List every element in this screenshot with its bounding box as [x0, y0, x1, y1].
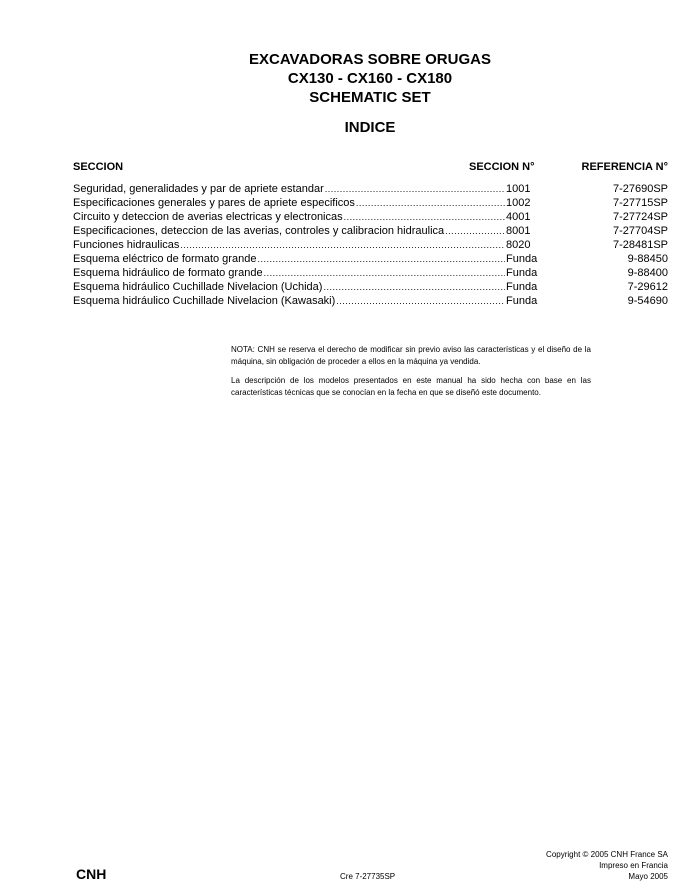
title-line-1: EXCAVADORAS SOBRE ORUGAS — [249, 51, 491, 68]
index-row — [73, 252, 668, 266]
row-label: Esquema hidráulico Cuchillade Nivelacion (Uchida) — [73, 281, 323, 293]
dot-leader — [356, 196, 505, 210]
row-label: Circuito y deteccion de averias electricas y electronicas — [73, 211, 343, 223]
note-paragraph: NOTA: CNH se reserva el derecho de modificar sin previo aviso las características y el diseño de la máquina, sin obligación de proceder a ellos en la máquina ya vendida. — [231, 345, 591, 366]
index-row — [73, 224, 668, 238]
row-label: Esquema eléctrico de formato grande — [73, 253, 257, 265]
dot-leader — [325, 182, 505, 196]
index-row — [73, 182, 668, 196]
row-reference: 7-27690SP — [612, 183, 668, 195]
header-section-number: SECCION N° — [469, 161, 535, 173]
header-section: SECCION — [73, 161, 124, 173]
row-section-number: 8020 — [506, 239, 531, 251]
row-reference: 7-27724SP — [612, 211, 668, 223]
index-row — [73, 210, 668, 224]
row-label: Especificaciones, deteccion de las averias, controles y calibracion hidraulica — [73, 225, 445, 237]
note-paragraph: La descripción de los modelos presentados en este manual ha sido hecha con base en las características técnicas que se conocían en la fecha en que se diseñó este documento. — [231, 376, 591, 397]
dot-leader — [336, 294, 505, 308]
row-reference: 9-88400 — [627, 267, 668, 279]
copyright-text: Copyright © 2005 CNH France SA — [546, 850, 668, 859]
dot-leader — [257, 252, 505, 266]
dot-leader — [323, 280, 505, 294]
printed-in-text: Impreso en Francia — [599, 861, 668, 870]
footer-brand: CNH — [76, 866, 107, 882]
index-row — [73, 280, 668, 294]
row-reference: 7-27715SP — [612, 197, 668, 209]
index-row — [73, 266, 668, 280]
row-section-number: 4001 — [506, 211, 531, 223]
row-reference: 7-29612 — [627, 281, 668, 293]
dot-leader — [344, 210, 505, 224]
index-table — [73, 182, 668, 308]
row-section-number: Funda — [506, 295, 538, 307]
row-label: Esquema hidráulico de formato grande — [73, 267, 263, 279]
title-line-2: CX130 - CX160 - CX180 — [287, 70, 453, 87]
row-reference: 7-28481SP — [612, 239, 668, 251]
row-section-number: Funda — [506, 267, 538, 279]
row-section-number: 8001 — [506, 225, 531, 237]
row-reference: 9-88450 — [627, 253, 668, 265]
index-row — [73, 294, 668, 308]
row-label: Seguridad, generalidades y par de apriete estandar — [73, 183, 324, 195]
index-title: INDICE — [344, 119, 396, 136]
date-text: Mayo 2005 — [628, 872, 668, 881]
row-section-number: Funda — [506, 253, 538, 265]
notes-block — [231, 344, 591, 406]
index-row — [73, 238, 668, 252]
dot-leader — [180, 238, 505, 252]
row-section-number: 1002 — [506, 197, 531, 209]
footer-document-code: Cre 7-27735SP — [340, 872, 396, 881]
row-label: Especificaciones generales y pares de apriete especificos — [73, 197, 355, 209]
dot-leader — [264, 266, 505, 280]
header-reference-number: REFERENCIA N° — [581, 161, 668, 173]
dot-leader — [445, 224, 505, 238]
index-row — [73, 196, 668, 210]
row-label: Esquema hidráulico Cuchillade Nivelacion (Kawasaki) — [73, 295, 336, 307]
row-reference: 7-27704SP — [612, 225, 668, 237]
footer-copyright-block — [546, 849, 668, 882]
row-reference: 9-54690 — [627, 295, 668, 307]
document-title — [0, 50, 696, 107]
row-section-number: 1001 — [506, 183, 531, 195]
row-label: Funciones hidraulicas — [73, 239, 180, 251]
title-line-3: SCHEMATIC SET — [309, 89, 431, 106]
row-section-number: Funda — [506, 281, 538, 293]
